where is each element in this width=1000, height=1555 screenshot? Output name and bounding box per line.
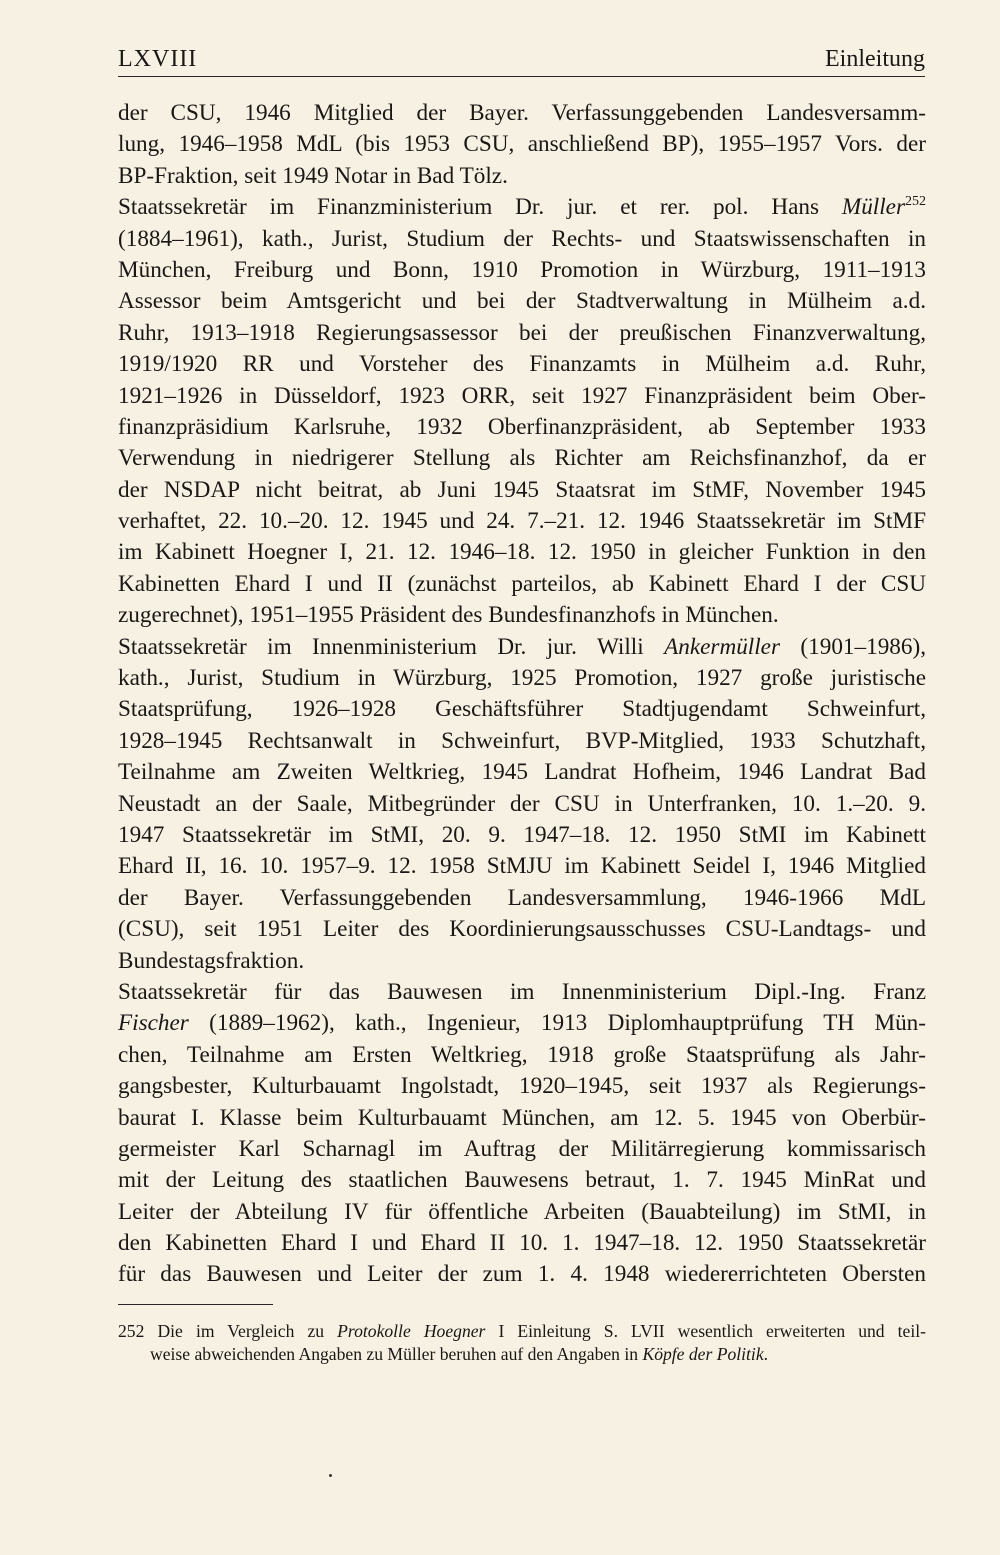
text-line: Assessor beim Amtsgericht und bei der Stadtverwaltung in Mülheim a.d. — [118, 288, 926, 315]
text-line: Leiter der Abteilung IV für öffentliche Arbeiten (Bauabteilung) im StMI, in — [118, 1198, 926, 1225]
text-line: Kabinetten Ehard I und II (zunächst parteilos, ab Kabinett Ehard I der CSU — [118, 570, 926, 597]
running-head — [118, 42, 925, 77]
text-fragment: (1901–1986), — [780, 633, 926, 660]
page-number: LXVIII — [118, 46, 198, 72]
text-line: verhaftet, 22. 10.–20. 12. 1945 und 24. 7.–21. 12. 1946 Staatssekretär im StMF — [118, 508, 926, 535]
text-line: Neustadt an der Saale, Mitbegründer der CSU in Unterfranken, 10. 1.–20. 9. — [118, 790, 926, 817]
footnote-rule — [118, 1304, 273, 1305]
footnote-line — [118, 1320, 926, 1343]
text-line: Bundestagsfraktion. — [118, 947, 305, 974]
text-line: mit der Leitung des staatlichen Bauwesens betraut, 1. 7. 1945 MinRat und — [118, 1167, 926, 1194]
text-line: Staatsprüfung, 1926–1928 Geschäftsführer Stadtjugendamt Schweinfurt, — [118, 696, 926, 723]
text-line: gangsbester, Kulturbauamt Ingolstadt, 1920–1945, seit 1937 als Regierungs- — [118, 1073, 926, 1100]
text-line: 1919/1920 RR und Vorsteher des Finanzamts in Mülheim a.d. Ruhr, — [118, 351, 926, 378]
text-fragment: Staatssekretär im Innenministerium Dr. jur. Willi — [118, 633, 665, 660]
text-line: Staatssekretär für das Bauwesen im Innenministerium Dipl.-Ing. Franz — [118, 978, 926, 1005]
text-line: baurat I. Klasse beim Kulturbauamt München, am 12. 5. 1945 von Oberbür- — [118, 1104, 926, 1131]
text-fragment: Die im Vergleich zu — [144, 1321, 338, 1341]
text-line: 1928–1945 Rechtsanwalt in Schweinfurt, BVP-Mitglied, 1933 Schutzhaft, — [118, 727, 926, 754]
text-line: chen, Teilnahme am Ersten Weltkrieg, 1918 große Staatsprüfung als Jahr- — [118, 1041, 926, 1068]
text-line: im Kabinett Hoegner I, 21. 12. 1946–18. 12. 1950 in gleicher Funktion in den — [118, 539, 926, 566]
text-line: der NSDAP nicht beitrat, ab Juni 1945 Staatsrat im StMF, November 1945 — [118, 476, 926, 503]
text-fragment: (1889–1962), kath., Ingenieur, 1913 Diplomhauptprüfung TH Mün- — [188, 1010, 926, 1037]
section-title: Einleitung — [825, 46, 925, 72]
footnote-number: 252 — [118, 1321, 145, 1341]
text-line: Ruhr, 1913–1918 Regierungsassessor bei der preußischen Finanzverwaltung, — [118, 319, 926, 346]
text-line: 1947 Staatssekretär im StMI, 20. 9. 1947–18. 12. 1950 StMI im Kabinett — [118, 821, 926, 848]
text-line: BP-Fraktion, seit 1949 Notar in Bad Tölz. — [118, 162, 508, 189]
text-line: der Bayer. Verfassunggebenden Landesversammlung, 1946-1966 MdL — [118, 884, 926, 911]
cited-title: Protokolle Hoegner — [337, 1321, 486, 1341]
footnote-reference[interactable]: 252 — [905, 194, 926, 210]
person-name-ankermueller: Ankermüller — [664, 633, 780, 660]
text-line: kath., Jurist, Studium in Würzburg, 1925 Promotion, 1927 große juristische — [118, 665, 926, 692]
text-line: (1884–1961), kath., Jurist, Studium der Rechts- und Staatswissenschaften in — [118, 225, 926, 252]
text-fragment: Staatssekretär im Finanzministerium Dr. jur. et rer. pol. Hans — [118, 194, 842, 221]
paper-speck — [329, 1474, 332, 1477]
text-line: der CSU, 1946 Mitglied der Bayer. Verfassunggebenden Landesversamm- — [118, 100, 926, 126]
text-line-ankermueller — [118, 632, 926, 663]
text-line: finanzpräsidium Karlsruhe, 1932 Oberfinanzpräsident, ab September 1933 — [118, 413, 926, 440]
text-line-mueller — [118, 192, 926, 223]
text-fragment: weise abweichenden Angaben zu Müller beruhen auf den Angaben in — [150, 1344, 643, 1364]
text-line: Ehard II, 16. 10. 1957–9. 12. 1958 StMJU im Kabinett Seidel I, 1946 Mitglied — [118, 853, 926, 880]
text-line: Teilnahme am Zweiten Weltkrieg, 1945 Landrat Hofheim, 1946 Landrat Bad — [118, 759, 926, 786]
person-name-fischer: Fischer — [118, 1010, 189, 1037]
text-line: Verwendung in niedrigerer Stellung als Richter am Reichsfinanzhof, da er — [118, 445, 926, 472]
footnotes — [118, 1320, 926, 1366]
text-line-fischer — [118, 1008, 926, 1039]
person-name-mueller: Müller — [841, 194, 905, 221]
text-line: zugerechnet), 1951–1955 Präsident des Bundesfinanzhofs in München. — [118, 602, 779, 629]
text-fragment: . — [763, 1344, 769, 1364]
footnote-line — [118, 1343, 926, 1366]
text-line: 1921–1926 in Düsseldorf, 1923 ORR, seit 1927 Finanzpräsident beim Ober- — [118, 382, 926, 409]
text-line: München, Freiburg und Bonn, 1910 Promotion in Würzburg, 1911–1913 — [118, 256, 926, 283]
text-line: germeister Karl Scharnagl im Auftrag der Militärregierung kommissarisch — [118, 1135, 926, 1162]
text-line: den Kabinetten Ehard I und Ehard II 10. 1. 1947–18. 12. 1950 Staatssekretär — [118, 1230, 926, 1257]
text-line: lung, 1946–1958 MdL (bis 1953 CSU, anschließend BP), 1955–1957 Vors. der — [118, 131, 926, 158]
body-text — [118, 98, 926, 1291]
cited-title: Köpfe der Politik — [642, 1344, 764, 1364]
text-line: für das Bauwesen und Leiter der zum 1. 4. 1948 wiedererrichteten Obersten — [118, 1261, 926, 1288]
text-fragment: I Einleitung S. LVII wesentlich erweiterten und teil- — [485, 1321, 926, 1341]
text-line: (CSU), seit 1951 Leiter des Koordinierungsausschusses CSU-Landtags- und — [118, 916, 926, 943]
